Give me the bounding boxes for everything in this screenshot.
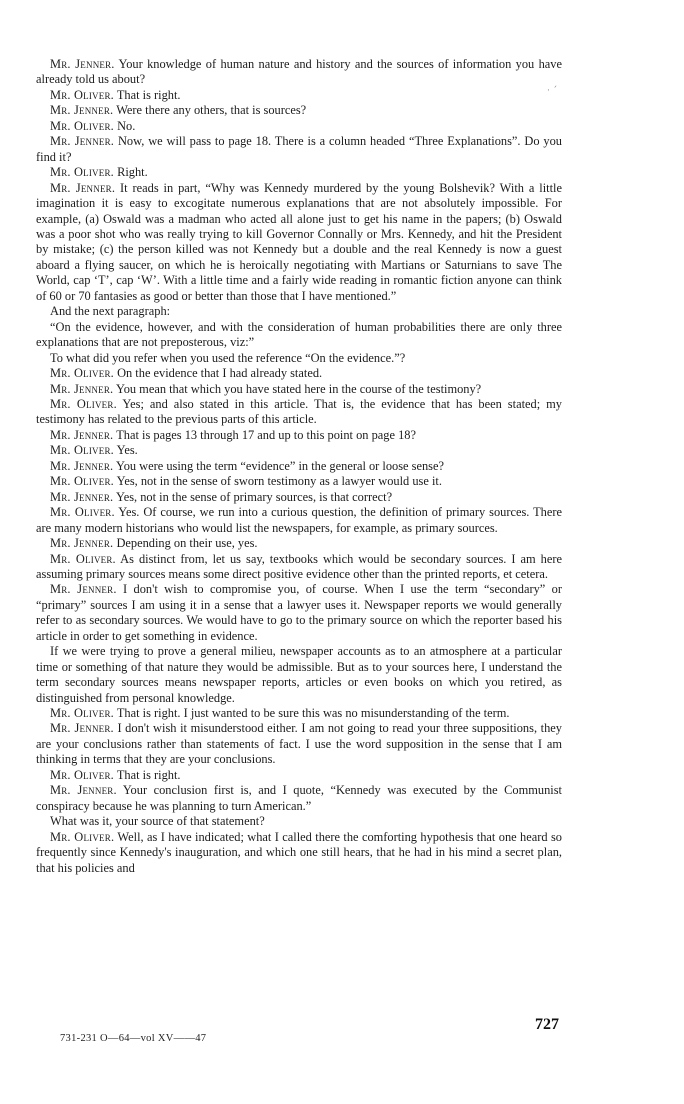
- speaker-name: Mr. Jenner.: [50, 103, 114, 118]
- testimony-paragraph: [36, 119, 562, 134]
- testimony-paragraph: [36, 830, 562, 876]
- testimony-paragraph: [36, 165, 562, 180]
- speaker-name: Mr. Jenner.: [50, 536, 114, 551]
- speaker-name: Mr. Jenner.: [50, 57, 115, 71]
- testimony-paragraph: [36, 459, 562, 474]
- speaker-name: Mr. Oliver.: [50, 366, 114, 381]
- paragraph-text: If we were trying to prove a general milieu, newspaper accounts as to an atmosphere at a particular time or something of that nature they would be admissible. But as to your sources here, I understand the term secondary sources means newspaper reports, articles or even books on which you retired, as distinguished from personal knowledge.: [36, 644, 562, 705]
- testimony-paragraph: [36, 505, 562, 536]
- testimony-paragraph: [36, 582, 562, 644]
- speaker-name: Mr. Oliver.: [50, 443, 114, 458]
- speaker-name: Mr. Oliver.: [50, 396, 117, 411]
- speaker-name: Mr. Jenner.: [50, 489, 114, 504]
- speaker-name: Mr. Oliver.: [50, 474, 114, 489]
- testimony-paragraph: [36, 536, 562, 551]
- testimony-paragraph: [36, 134, 562, 165]
- testimony-paragraph: [36, 721, 562, 767]
- paragraph-text: I don't wish to compromise you, of course. When I use the term “secondary” or “primary” sources I am using it in a sense that a lawyer uses it. Newspaper reports we would generally refer to as secondary sources. We would have to go to the primary source on which the reporter based his article in order to get something in evidence.: [36, 582, 562, 643]
- speaker-name: Mr. Jenner.: [50, 427, 114, 442]
- paragraph-text: Right.: [113, 165, 148, 180]
- speaker-name: Mr. Jenner.: [50, 381, 114, 396]
- paragraph-text: That is right. I just wanted to be sure this was no misunderstanding of the term.: [113, 706, 510, 721]
- transcript-page: [36, 57, 562, 876]
- testimony-paragraph: [36, 103, 562, 118]
- paragraph-text: Yes, not in the sense of primary sources, is that correct?: [113, 489, 393, 504]
- testimony-paragraph: [36, 382, 562, 397]
- page-number: 727: [535, 1016, 559, 1033]
- testimony-paragraph: [36, 644, 562, 706]
- paragraph-text: I don't wish it misunderstood either. I am not going to read your three suppositions, they are your conclusions rather than statements of fact. I use the word supposition in the sense that I am thinking in terms that they are your conclusions.: [36, 721, 562, 767]
- paragraph-text: That is right.: [113, 87, 181, 102]
- paragraph-text: On the evidence that I had already stated.: [113, 366, 323, 381]
- paragraph-text: Well, as I have indicated; what I called there the comforting hypothesis that one heard so frequently since Kennedy's inauguration, and which one still hears, that he had in his mind a secret plan, that his policies and: [36, 829, 562, 875]
- testimony-paragraph: [36, 552, 562, 583]
- paragraph-text: Yes. Of course, we run into a curious question, the definition of primary sources. There are many modern historians who would list the newspapers, for example, as primary sources.: [36, 505, 562, 535]
- paragraph-text: Were there any others, that is sources?: [113, 103, 307, 118]
- testimony-paragraph: [36, 814, 562, 829]
- speaker-name: Mr. Jenner.: [50, 783, 117, 798]
- speaker-name: Mr. Oliver.: [50, 165, 114, 180]
- paragraph-text: Yes, not in the sense of sworn testimony as a lawyer would use it.: [113, 474, 442, 489]
- speaker-name: Mr. Oliver.: [50, 829, 115, 844]
- print-code: 731-231 O—64—vol XV——47: [60, 1033, 207, 1044]
- testimony-paragraph: [36, 490, 562, 505]
- paragraph-text: Your conclusion first is, and I quote, “Kennedy was executed by the Communist conspiracy because he was planning to turn American.”: [36, 783, 562, 813]
- paragraph-text: To what did you refer when you used the reference “On the evidence.”?: [50, 350, 406, 365]
- testimony-paragraph: [36, 366, 562, 381]
- page-speck: · ˊ: [547, 86, 558, 96]
- paragraph-text: You mean that which you have stated here in the course of the testimony?: [113, 381, 482, 396]
- paragraph-text: You were using the term “evidence” in the general or loose sense?: [113, 458, 444, 473]
- paragraph-text: Yes; and also stated in this article. That is, the evidence that has been stated; my testimony has related to the previous parts of this article.: [36, 396, 562, 427]
- speaker-name: Mr. Oliver.: [50, 551, 116, 566]
- paragraph-text: What was it, your source of that statement?: [50, 814, 265, 829]
- testimony-paragraph: [36, 768, 562, 783]
- paragraph-text: “On the evidence, however, and with the consideration of human probabilities there are only three explanations that are not preposterous, viz:”: [36, 319, 562, 350]
- speaker-name: Mr. Jenner.: [50, 458, 114, 473]
- speaker-name: Mr. Jenner.: [50, 180, 116, 195]
- testimony-paragraph: [36, 443, 562, 458]
- speaker-name: Mr. Oliver.: [50, 505, 115, 520]
- testimony-paragraph: [36, 320, 562, 351]
- testimony-paragraph: [36, 304, 562, 319]
- speaker-name: Mr. Jenner.: [50, 721, 114, 736]
- testimony-paragraph: [36, 706, 562, 721]
- speaker-name: Mr. Oliver.: [50, 118, 114, 133]
- testimony-paragraph: [36, 88, 562, 103]
- testimony-paragraph: [36, 397, 562, 428]
- paragraph-text: Yes.: [113, 443, 138, 458]
- testimony-paragraph: [36, 428, 562, 443]
- paragraph-text: And the next paragraph:: [50, 304, 171, 319]
- speaker-name: Mr. Jenner.: [50, 134, 115, 149]
- paragraph-text: That is pages 13 through 17 and up to this point on page 18?: [113, 427, 416, 442]
- speaker-name: Mr. Jenner.: [50, 582, 117, 597]
- paragraph-text: Your knowledge of human nature and history and the sources of information you have already told us about?: [36, 57, 562, 87]
- paragraph-text: That is right.: [113, 767, 181, 782]
- paragraph-text: As distinct from, let us say, textbooks which would be secondary sources. I am here assuming primary sources means some direct positive evidence other than the printed reports, et cetera.: [36, 551, 562, 581]
- paragraph-text: Depending on their use, yes.: [113, 536, 258, 551]
- paragraph-text: It reads in part, “Why was Kennedy murdered by the young Bolshevik? With a little imagination it is easy to excogitate numerous explanations that are not absolutely impossible. For example, (a) Oswald was a madman who acted all alone just to get his name in the papers; (b) Oswald was a poor shot who was really trying to kill Governor Connally or Mrs. Kennedy, and hit the President by mistake; (c) the person killed was not Kennedy but a double and the real Kennedy is now a guest aboard a flying saucer, on which he is heroically negotiating with Martians or Saturnians to save The World, cap ‘T’, cap ‘W’. With a little time and a fairly wide reading in romantic fiction anyone can think of 60 or 70 fantasies as good or better than those that I have mentioned.”: [36, 180, 562, 303]
- testimony-paragraph: [36, 351, 562, 366]
- testimony-paragraph: [36, 181, 562, 305]
- paragraph-text: Now, we will pass to page 18. There is a column headed “Three Explanations”. Do you find it?: [36, 134, 562, 164]
- testimony-paragraph: [36, 57, 562, 88]
- paragraph-text: No.: [113, 118, 136, 133]
- speaker-name: Mr. Oliver.: [50, 767, 114, 782]
- testimony-paragraph: [36, 783, 562, 814]
- testimony-paragraph: [36, 474, 562, 489]
- speaker-name: Mr. Oliver.: [50, 87, 114, 102]
- speaker-name: Mr. Oliver.: [50, 706, 114, 721]
